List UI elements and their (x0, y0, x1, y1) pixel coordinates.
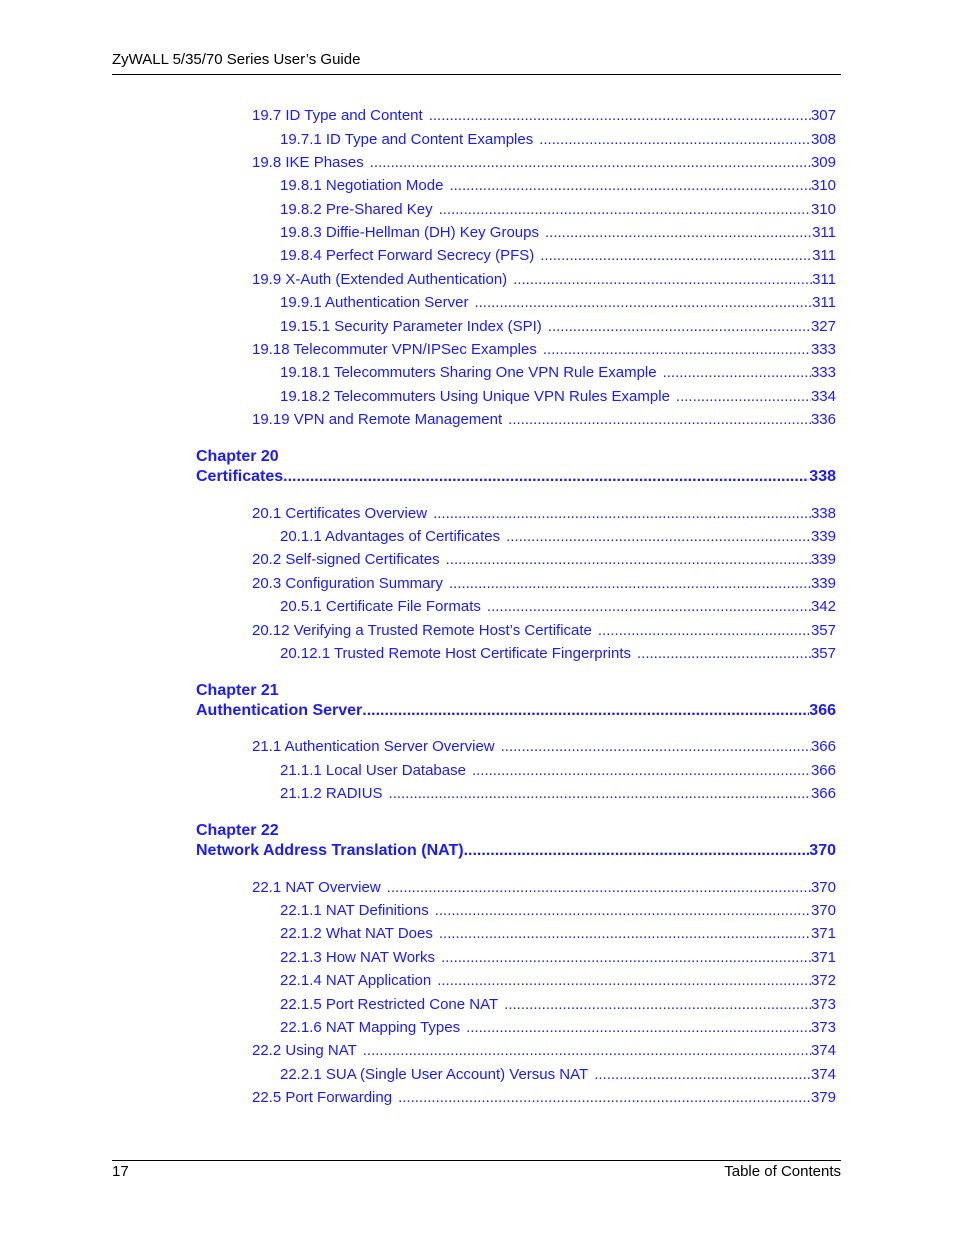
toc-entry-page: 379 (810, 1089, 836, 1106)
toc-entry-page: 370 (810, 902, 836, 919)
toc-entry-page: 339 (810, 528, 836, 545)
toc-entry-title: 19.8.2 Pre-Shared Key (280, 201, 433, 218)
toc-entry[interactable] (280, 761, 836, 781)
toc-entry-page: 311 (812, 294, 836, 311)
toc-entry[interactable] (280, 130, 836, 150)
toc-entry[interactable] (280, 527, 836, 547)
chapter-title: Authentication Server (196, 702, 363, 719)
dot-leader (439, 200, 811, 220)
chapter-label[interactable]: Chapter 20 (196, 448, 279, 465)
toc-entry-page: 366 (810, 738, 836, 755)
toc-entry-title: 19.8.3 Diffie-Hellman (DH) Key Groups (280, 224, 539, 241)
dot-leader (362, 701, 809, 721)
toc-entry-title: 20.3 Configuration Summary (252, 575, 443, 592)
toc-entry-page: 311 (812, 224, 836, 241)
toc-entry-page: 366 (810, 785, 836, 802)
dot-leader (637, 644, 811, 664)
toc-entry-title: 19.15.1 Security Parameter Index (SPI) (280, 318, 542, 335)
chapter-page: 370 (809, 842, 836, 859)
toc-entry-page: 374 (810, 1042, 836, 1059)
toc-entry-title: 22.1.6 NAT Mapping Types (280, 1019, 461, 1036)
toc-entry-title: 22.2.1 SUA (Single User Account) Versus NAT (280, 1066, 589, 1083)
dot-leader (398, 1088, 811, 1108)
toc-entry-title: 21.1.2 RADIUS (280, 785, 383, 802)
toc-entry[interactable] (280, 293, 836, 313)
toc-entry[interactable] (280, 363, 836, 383)
dot-leader (389, 784, 811, 804)
toc-entry-title: 22.2 Using NAT (252, 1042, 357, 1059)
toc-entry-page: 334 (810, 388, 836, 405)
toc-entry-title: 19.7.1 ID Type and Content Examples (280, 131, 534, 148)
toc-entry-page: 373 (810, 996, 836, 1013)
toc-entry-title: 22.1 NAT Overview (252, 879, 381, 896)
dot-leader (539, 130, 811, 150)
toc-entry[interactable] (252, 1041, 836, 1061)
toc-entry-title: 19.7 ID Type and Content (252, 107, 423, 124)
dot-leader (433, 504, 811, 524)
toc-entry-title: 22.1.2 What NAT Does (280, 925, 433, 942)
dot-leader (543, 340, 811, 360)
toc-entry-page: 311 (812, 247, 836, 264)
toc-entry-title: 22.1.5 Port Restricted Cone NAT (280, 996, 499, 1013)
dot-leader (513, 270, 812, 290)
toc-entry[interactable] (280, 597, 836, 617)
toc-entry-page: 307 (810, 107, 836, 124)
running-footer (112, 1160, 841, 1180)
toc-entry-page: 336 (810, 411, 836, 428)
dot-leader (449, 574, 811, 594)
chapter-page: 366 (809, 702, 836, 719)
dot-leader (441, 948, 811, 968)
toc-entry-page: 310 (810, 177, 836, 194)
toc-entry[interactable] (280, 901, 836, 921)
dot-leader (370, 153, 811, 173)
dot-leader (540, 246, 812, 266)
dot-leader (676, 387, 811, 407)
dot-leader (598, 621, 811, 641)
toc-entry-page: 366 (810, 762, 836, 779)
toc-entry-title: 19.8.4 Perfect Forward Secrecy (PFS) (280, 247, 535, 264)
toc-entry-title: 20.12.1 Trusted Remote Host Certificate Fingerprints (280, 645, 631, 662)
toc-entry-page: 308 (810, 131, 836, 148)
toc-entry[interactable] (252, 737, 836, 757)
dot-leader (506, 527, 811, 547)
toc-entry[interactable] (252, 574, 836, 594)
toc-entry-title: 20.5.1 Certificate File Formats (280, 598, 481, 615)
toc-entry[interactable] (252, 410, 836, 430)
toc-entry[interactable] (280, 784, 836, 804)
dot-leader (466, 1018, 811, 1038)
chapter-title-entry[interactable] (196, 701, 836, 721)
dot-leader (487, 597, 811, 617)
toc-entry[interactable] (252, 504, 836, 524)
dot-leader (472, 761, 811, 781)
toc-entry[interactable] (252, 550, 836, 570)
toc-entry-page: 333 (810, 341, 836, 358)
chapter-title-entry[interactable] (196, 467, 836, 487)
toc-entry-title: 21.1 Authentication Server Overview (252, 738, 495, 755)
toc-entry-title: 20.12 Verifying a Trusted Remote Host’s Certificate (252, 622, 592, 639)
toc-entry[interactable] (252, 878, 836, 898)
toc-entry[interactable] (252, 106, 836, 126)
toc-entry-page: 370 (810, 879, 836, 896)
toc-entry-page: 374 (810, 1066, 836, 1083)
toc-entry[interactable] (252, 270, 836, 290)
toc-entry-title: 19.18.1 Telecommuters Sharing One VPN Rule Example (280, 364, 657, 381)
toc-entry[interactable] (280, 200, 836, 220)
dot-leader (446, 550, 811, 570)
toc-entry-page: 371 (810, 925, 836, 942)
toc-entry[interactable] (280, 387, 836, 407)
toc-entry[interactable] (280, 995, 836, 1015)
dot-leader (474, 293, 812, 313)
toc-entry[interactable] (280, 246, 836, 266)
toc-entry-title: 19.8 IKE Phases (252, 154, 364, 171)
chapter-title: Network Address Translation (NAT) (196, 842, 464, 859)
toc-entry[interactable] (280, 1065, 836, 1085)
dot-leader (439, 924, 811, 944)
toc-entry-page: 357 (810, 622, 836, 639)
dot-leader (437, 971, 811, 991)
guide-title: ZyWALL 5/35/70 Series User’s Guide (112, 51, 361, 68)
toc-entry-page: 339 (810, 575, 836, 592)
toc-entry[interactable] (280, 948, 836, 968)
toc-entry-page: 338 (810, 505, 836, 522)
toc-entry-page: 311 (812, 271, 836, 288)
toc-entry-page: 310 (810, 201, 836, 218)
dot-leader (548, 317, 811, 337)
dot-leader (363, 1041, 811, 1061)
toc-entry-title: 22.1.1 NAT Definitions (280, 902, 429, 919)
toc-entry[interactable] (280, 223, 836, 243)
running-header (112, 51, 841, 75)
dot-leader (504, 995, 811, 1015)
toc-entry-title: 19.9 X-Auth (Extended Authentication) (252, 271, 508, 288)
toc-entry-title: 19.18.2 Telecommuters Using Unique VPN Rules Example (280, 388, 670, 405)
toc-entry-title: 19.18 Telecommuter VPN/IPSec Examples (252, 341, 537, 358)
dot-leader (545, 223, 812, 243)
toc-entry-title: 20.1 Certificates Overview (252, 505, 428, 522)
toc-entry[interactable] (280, 317, 836, 337)
dot-leader (449, 176, 811, 196)
toc-entry-page: 342 (810, 598, 836, 615)
section-name: Table of Contents (724, 1163, 841, 1180)
dot-leader (283, 467, 809, 487)
dot-leader (387, 878, 811, 898)
toc-entry-page: 333 (810, 364, 836, 381)
toc-entry-title: 19.19 VPN and Remote Management (252, 411, 503, 428)
page-number: 17 (112, 1163, 129, 1180)
dot-leader (429, 106, 811, 126)
dot-leader (594, 1065, 811, 1085)
chapter-title-entry[interactable] (196, 841, 836, 861)
dot-leader (435, 901, 811, 921)
chapter-page: 338 (809, 468, 836, 485)
toc-entry-page: 339 (810, 551, 836, 568)
toc-entry-title: 20.2 Self-signed Certificates (252, 551, 440, 568)
toc-entry-title: 22.5 Port Forwarding (252, 1089, 393, 1106)
toc-entry[interactable] (280, 644, 836, 664)
toc-entry-page: 371 (810, 949, 836, 966)
dot-leader (663, 363, 811, 383)
toc-entry[interactable] (280, 924, 836, 944)
chapter-label[interactable]: Chapter 22 (196, 822, 279, 839)
toc-entry[interactable] (252, 340, 836, 360)
toc-entry-title: 20.1.1 Advantages of Certificates (280, 528, 501, 545)
dot-leader (501, 737, 811, 757)
toc-entry-page: 327 (810, 318, 836, 335)
toc-entry-title: 21.1.1 Local User Database (280, 762, 466, 779)
toc-entry[interactable] (252, 153, 836, 173)
toc-entry[interactable] (280, 1018, 836, 1038)
toc-entry[interactable] (252, 1088, 836, 1108)
toc-entry-title: 22.1.3 How NAT Works (280, 949, 436, 966)
chapter-label[interactable]: Chapter 21 (196, 682, 279, 699)
toc-entry-title: 19.8.1 Negotiation Mode (280, 177, 444, 194)
toc-entry[interactable] (280, 176, 836, 196)
toc-entry-page: 309 (810, 154, 836, 171)
chapter-title: Certificates (196, 468, 284, 485)
toc-entry-page: 372 (810, 972, 836, 989)
toc-entry-page: 357 (810, 645, 836, 662)
dot-leader (464, 841, 810, 861)
toc-entry-title: 19.9.1 Authentication Server (280, 294, 469, 311)
toc-entry[interactable] (252, 621, 836, 641)
toc-entry-page: 373 (810, 1019, 836, 1036)
toc-entry-title: 22.1.4 NAT Application (280, 972, 432, 989)
toc-entry[interactable] (280, 971, 836, 991)
dot-leader (508, 410, 811, 430)
